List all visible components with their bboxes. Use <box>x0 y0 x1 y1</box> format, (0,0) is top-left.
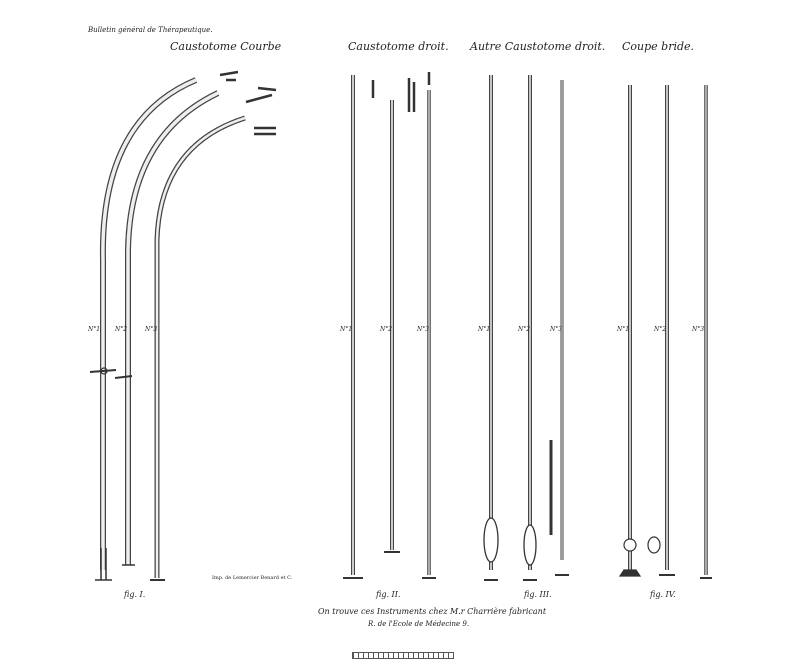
label-n2: N°2 <box>115 326 128 333</box>
label-n1: N°1 <box>88 326 101 333</box>
printer-credit: Imp. de Lemercier Benard et C. <box>212 575 293 581</box>
label-n3: N°3 <box>550 326 563 333</box>
footer-line-2: R. de l'Ecole de Médecine 9. <box>368 620 470 628</box>
label-n2: N°2 <box>654 326 667 333</box>
label-n2: N°2 <box>518 326 531 333</box>
label-n1: N°1 <box>478 326 491 333</box>
fig-label-2: fig. II. <box>376 590 401 599</box>
footer-line-1: On trouve ces Instruments chez M.r Charrière fabricant <box>318 607 547 616</box>
title-curved: Caustotome Courbe <box>170 40 282 53</box>
label-n1: N°1 <box>340 326 353 333</box>
label-n1: N°1 <box>617 326 630 333</box>
title-straight: Caustotome droit. <box>348 40 449 53</box>
fig-label-3: fig. III. <box>524 590 552 599</box>
label-n2: N°2 <box>380 326 393 333</box>
label-n3: N°3 <box>145 326 158 333</box>
curved-instrument-3 <box>157 118 245 578</box>
label-n3: N°3 <box>692 326 705 333</box>
label-n3: N°3 <box>417 326 430 333</box>
fig-label-1: fig. I. <box>124 590 146 599</box>
fig-label-4: fig. IV. <box>650 590 676 599</box>
scale-bar <box>352 652 454 659</box>
title-other: Autre Caustotome droit. <box>470 40 606 53</box>
curved-instrument-2 <box>128 93 218 565</box>
journal-header: Bulletin général de Thérapeutique. <box>88 26 213 34</box>
title-coupe: Coupe bride. <box>622 40 695 53</box>
